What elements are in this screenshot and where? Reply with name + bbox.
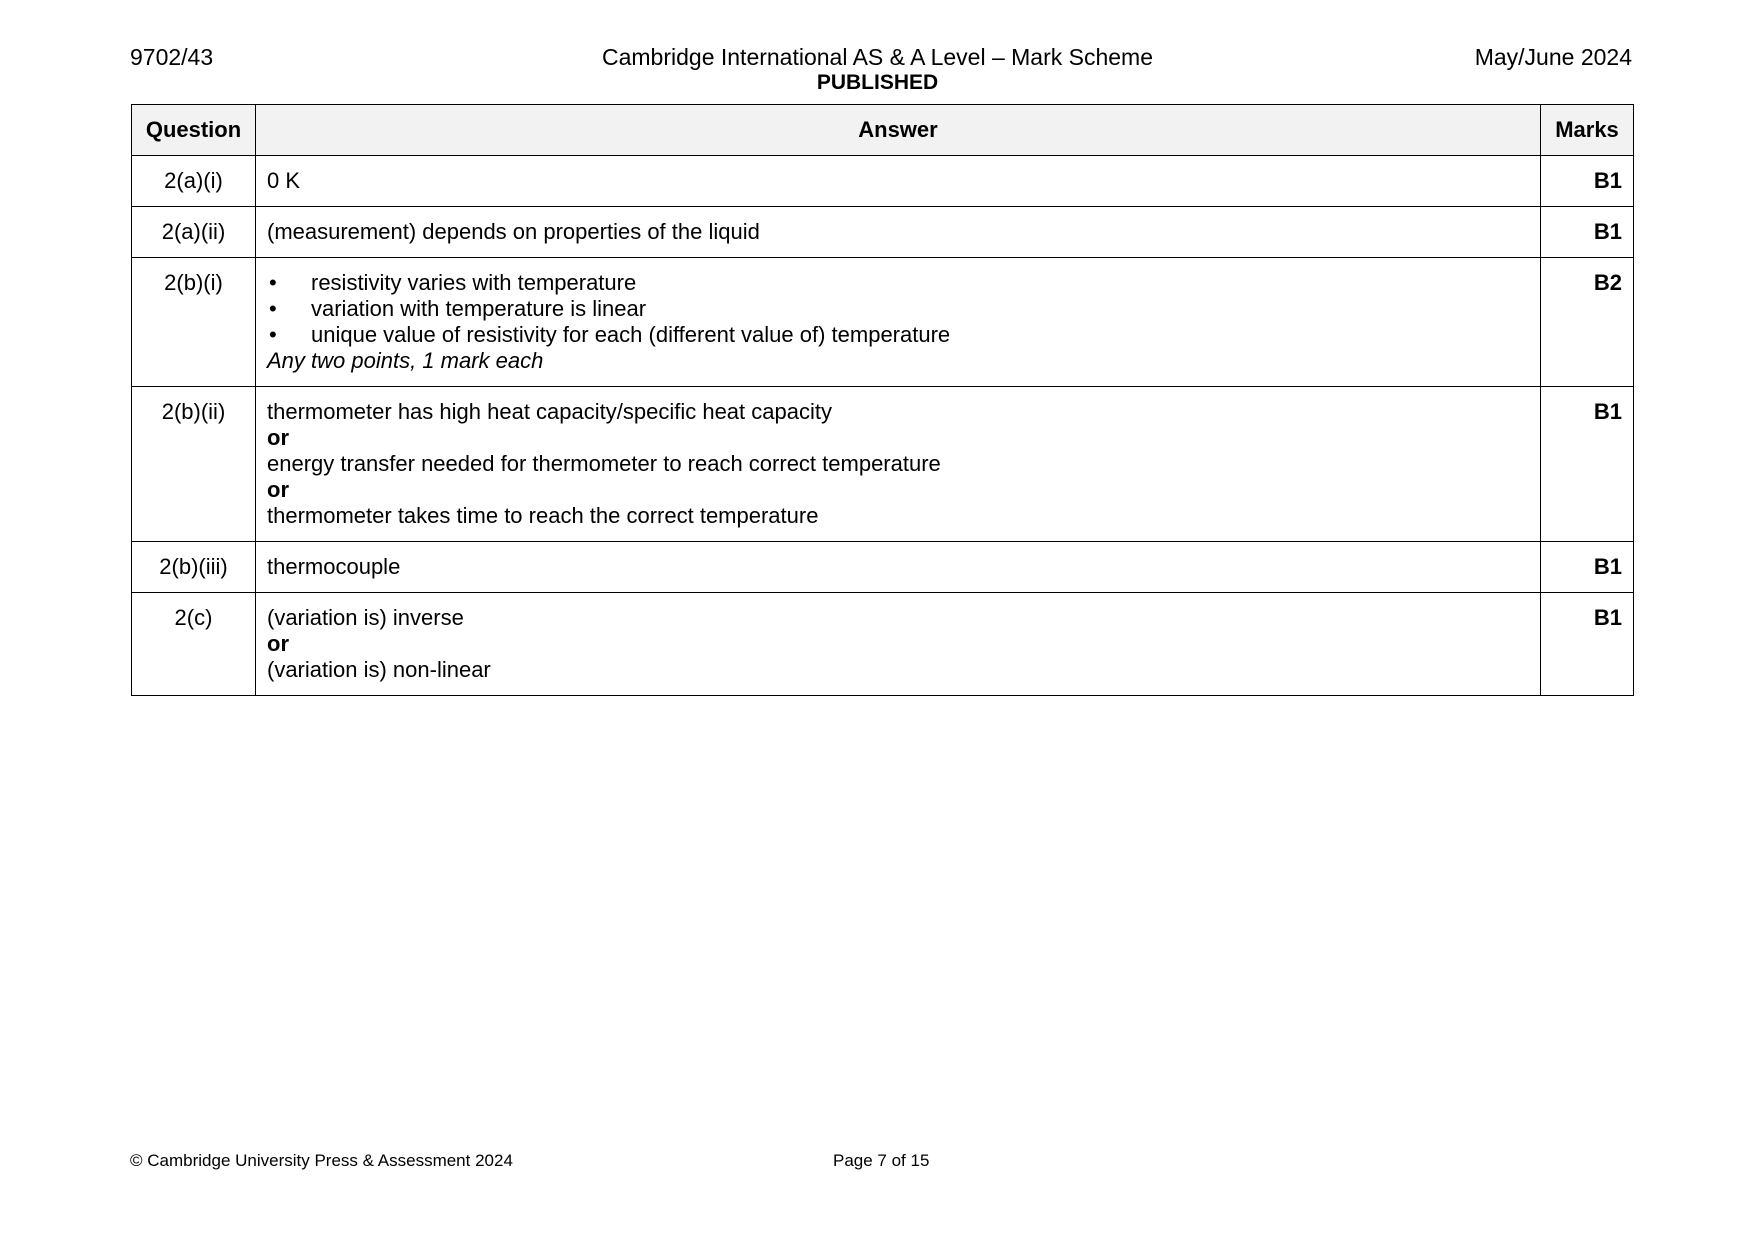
question-number: 2(a)(ii): [132, 207, 256, 258]
answer-text: thermometer takes time to reach the correct temperature: [267, 503, 819, 528]
answer-text: energy transfer needed for thermometer to reach correct temperature: [267, 451, 941, 476]
answer-bullet-list: [267, 270, 1529, 348]
table-header-row: [132, 105, 1634, 156]
document-code: 9702/43: [130, 44, 214, 70]
bullet-point: [267, 270, 1529, 296]
table-row: [132, 156, 1634, 207]
or-connector: or: [267, 425, 289, 450]
answer-cell: [256, 542, 1541, 593]
marks-value: B2: [1541, 258, 1634, 387]
question-number: 2(c): [132, 593, 256, 696]
bullet-icon: •: [269, 270, 277, 295]
answer-cell: [256, 258, 1541, 387]
question-number: 2(b)(iii): [132, 542, 256, 593]
bullet-icon: •: [269, 296, 277, 321]
table-row: [132, 387, 1634, 542]
question-column-header: Question: [132, 105, 256, 156]
bullet-text: unique value of resistivity for each (different value of) temperature: [311, 322, 951, 347]
answer-text: thermocouple: [267, 554, 401, 579]
marking-note: Any two points, 1 mark each: [267, 348, 544, 373]
answer-text: (variation is) non-linear: [267, 657, 491, 682]
answer-cell: [256, 207, 1541, 258]
copyright-notice: © Cambridge University Press & Assessment 2024: [130, 1151, 513, 1170]
marks-value: B1: [1541, 542, 1634, 593]
exam-session: May/June 2024: [1474, 44, 1632, 70]
marks-column-header: Marks: [1541, 105, 1634, 156]
bullet-icon: •: [269, 322, 277, 347]
bullet-point: [267, 322, 1529, 348]
bullet-text: variation with temperature is linear: [311, 296, 647, 321]
mark-scheme-table: [131, 104, 1634, 696]
document-title: Cambridge International AS & A Level – Mark Scheme: [601, 44, 1154, 70]
table-row: [132, 542, 1634, 593]
table-row: [132, 258, 1634, 387]
answer-text: thermometer has high heat capacity/specific heat capacity: [267, 399, 832, 424]
table-row: [132, 593, 1634, 696]
marks-value: B1: [1541, 207, 1634, 258]
table-row: [132, 207, 1634, 258]
marks-value: B1: [1541, 156, 1634, 207]
answer-cell: [256, 387, 1541, 542]
answer-cell: [256, 593, 1541, 696]
or-connector: or: [267, 477, 289, 502]
bullet-text: resistivity varies with temperature: [311, 270, 637, 295]
answer-cell: [256, 156, 1541, 207]
answer-text: (measurement) depends on properties of the liquid: [267, 219, 760, 244]
page-number: Page 7 of 15: [833, 1151, 930, 1170]
published-label: PUBLISHED: [816, 71, 939, 94]
question-number: 2(b)(ii): [132, 387, 256, 542]
marks-value: B1: [1541, 593, 1634, 696]
or-connector: or: [267, 631, 289, 656]
bullet-point: [267, 296, 1529, 322]
answer-text: 0 K: [267, 168, 301, 193]
answer-text: (variation is) inverse: [267, 605, 464, 630]
question-number: 2(a)(i): [132, 156, 256, 207]
marks-value: B1: [1541, 387, 1634, 542]
question-number: 2(b)(i): [132, 258, 256, 387]
answer-column-header: Answer: [256, 105, 1541, 156]
